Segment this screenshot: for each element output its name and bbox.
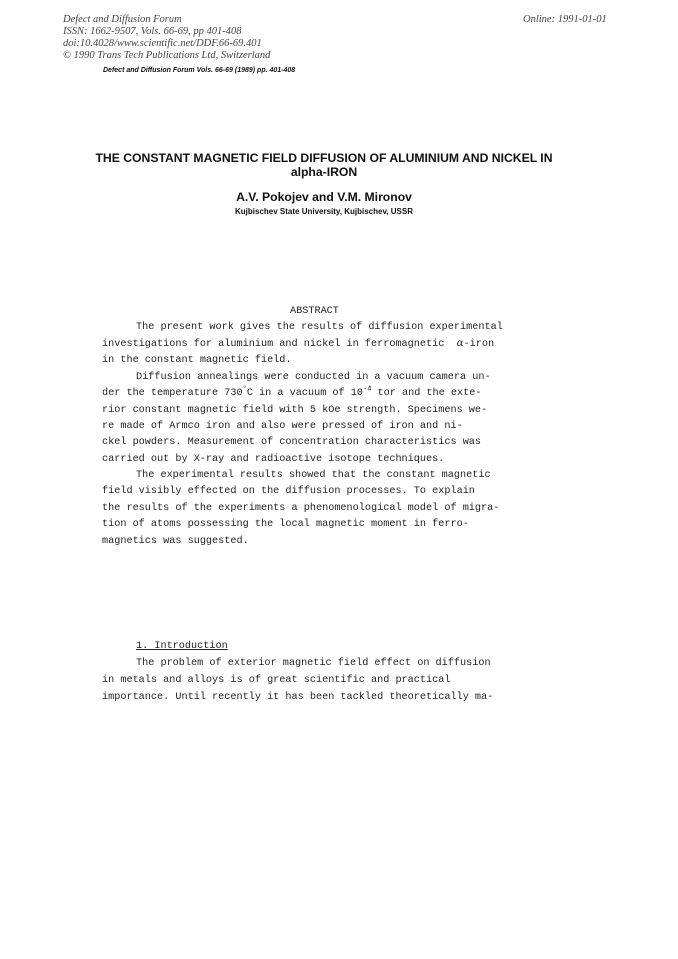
abstract-line: re made of Armco iron and also were pressed of iron and ni- bbox=[102, 421, 463, 432]
online-date: Online: 1991-01-01 bbox=[523, 14, 607, 25]
abstract-line: field visibly effected on the diffusion processes. To explain bbox=[102, 486, 475, 497]
abstract-line: Diffusion annealings were conducted in a vacuum camera un- bbox=[136, 372, 491, 383]
issn-line: ISSN: 1662-9507, Vols. 66-69, pp 401-408 bbox=[63, 26, 242, 37]
journal-name: Defect and Diffusion Forum bbox=[63, 14, 182, 25]
abstract-line: tion of atoms possessing the local magnetic moment in ferro- bbox=[102, 519, 469, 530]
abstract-line: The experimental results showed that the constant magnetic bbox=[136, 470, 491, 481]
abstract-line: carried out by X-ray and radioactive isotope techniques. bbox=[102, 454, 445, 465]
alpha-symbol: α bbox=[456, 338, 464, 349]
copyright-line: © 1990 Trans Tech Publications Ltd, Switzerland bbox=[63, 50, 271, 61]
section-heading-introduction: 1. Introduction bbox=[136, 641, 228, 652]
abstract-line bbox=[102, 338, 494, 350]
paper-authors: A.V. Pokojev and V.M. Mironov bbox=[236, 190, 412, 204]
abstract-line: rior constant magnetic field with 5 kOe strength. Specimens we- bbox=[102, 405, 488, 416]
publication-info bbox=[63, 14, 270, 62]
journal-reference: Defect and Diffusion Forum Vols. 66-69 (1989) pp. 401-408 bbox=[103, 67, 296, 74]
abstract-line: magnetics was suggested. bbox=[102, 536, 249, 547]
abstract-line-text: -iron bbox=[463, 339, 495, 350]
abstract-line-text: tor and the exte- bbox=[371, 388, 482, 399]
abstract-heading: ABSTRACT bbox=[290, 306, 339, 317]
abstract-line-text: der the temperature 730 bbox=[102, 388, 243, 399]
paper-title: THE CONSTANT MAGNETIC FIELD DIFFUSION OF ALUMINIUM AND NICKEL IN alpha-IRON bbox=[95, 151, 553, 179]
abstract-line-text: investigations for aluminium and nickel in ferromagnetic bbox=[102, 339, 445, 350]
abstract-line-text: C in a vacuum of 10 bbox=[246, 388, 363, 399]
abstract-line: ckel powders. Measurement of concentration characteristics was bbox=[102, 437, 482, 448]
abstract-line: the results of the experiments a phenomenological model of migra- bbox=[102, 503, 500, 514]
intro-line: importance. Until recently it has been tackled theoretically ma- bbox=[102, 692, 494, 703]
intro-line: The problem of exterior magnetic field effect on diffusion bbox=[136, 658, 491, 669]
exponent: -4 bbox=[363, 385, 372, 394]
abstract-line bbox=[102, 385, 482, 399]
abstract-line: in the constant magnetic field. bbox=[102, 355, 292, 366]
intro-line: in metals and alloys is of great scientific and practical bbox=[102, 675, 451, 686]
abstract-line: The present work gives the results of diffusion experimental bbox=[136, 322, 503, 333]
paper-affiliation: Kujbischev State University, Kujbischev, USSR bbox=[235, 207, 413, 216]
degree-symbol: ° bbox=[242, 385, 247, 394]
doi-line: doi:10.4028/www.scientific.net/DDF.66-69.401 bbox=[63, 38, 262, 49]
